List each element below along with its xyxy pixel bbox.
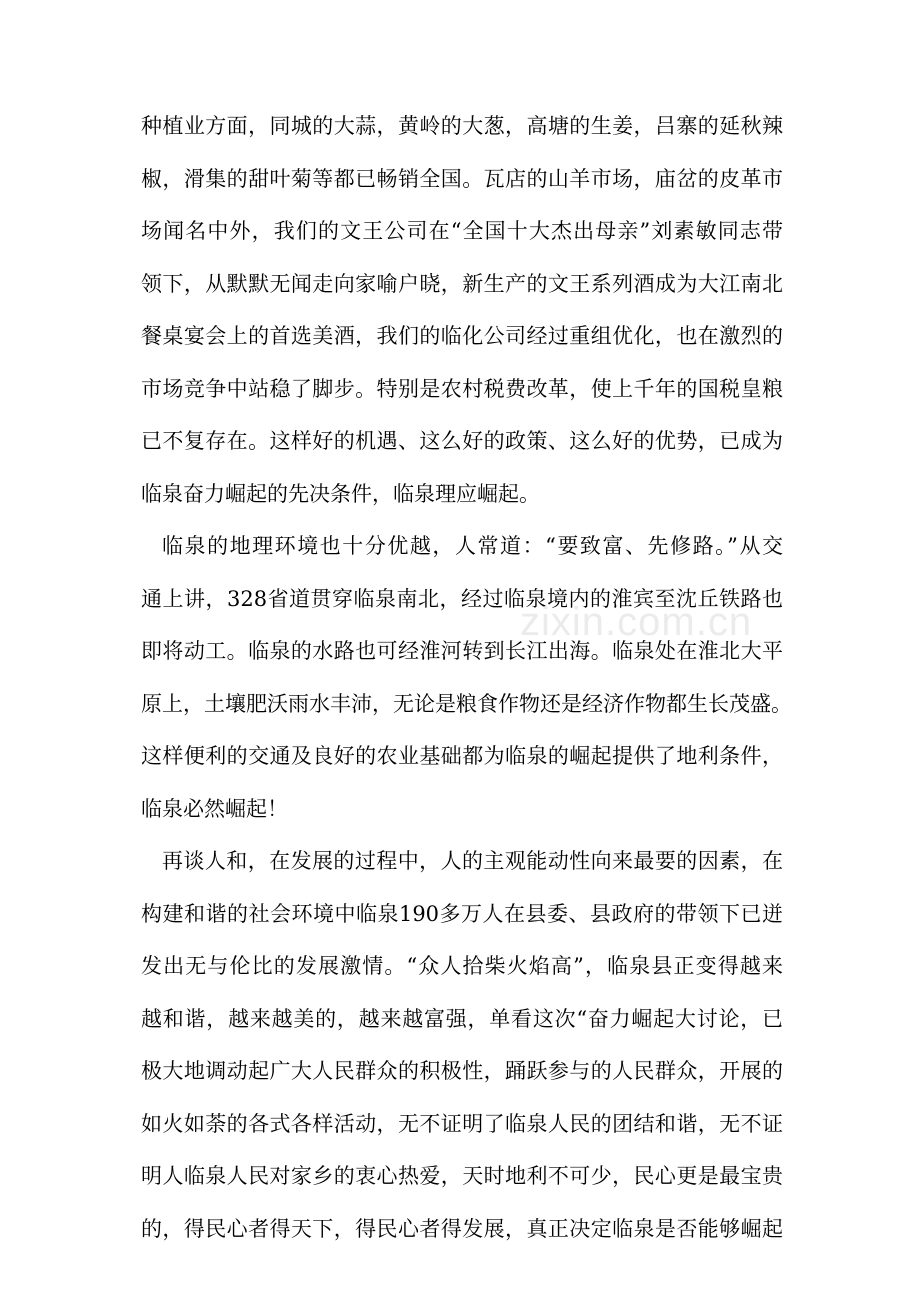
- text-line: 临泉的地理环境也十分优越，人常道：“要致富、先修路。”从交: [162, 534, 783, 558]
- text-line: 种植业方面，同城的大蒜，黄岭的大葱，高塘的生姜，吕寨的延秋辣: [141, 114, 783, 138]
- text-line: 市场竞争中站稳了脚步。特别是农村税费改革，使上千年的国税皇粮: [141, 376, 783, 401]
- text-line: 通上讲，328省道贯穿临泉南北，经过临泉境内的淮宾至沈丘铁路也: [141, 586, 783, 611]
- text-line: 已不复存在。这样好的机遇、这么好的政策、这么好的优势，已成为: [141, 429, 783, 453]
- text-line: 再谈人和，在发展的过程中，人的主观能动性向来最要的因素，在: [162, 849, 783, 873]
- text-line: 发出无与伦比的发展激情。“众人拾柴火焰高”，临泉县正变得越来: [141, 954, 783, 978]
- text-line: 临泉必然崛起！: [141, 796, 288, 821]
- paragraph-2: [141, 520, 792, 835]
- paragraph-3: [141, 835, 783, 1255]
- text-line: 椒，滑集的甜叶菊等都已畅销全国。瓦店的山羊市场，庙岔的皮革市: [141, 166, 783, 191]
- text-line: 这样便利的交通及良好的农业基础都为临泉的崛起提供了地利条件，: [141, 744, 783, 768]
- text-line: 领下，从默默无闻走向家喻户晓，新生产的文王系列酒成为大江南北: [141, 271, 783, 296]
- document-body: [141, 100, 792, 1255]
- text-line: 临泉奋力崛起的先决条件，临泉理应崛起。: [141, 481, 540, 506]
- text-line: 餐桌宴会上的首选美酒，我们的临化公司经过重组优化，也在激烈的: [141, 324, 783, 348]
- text-line: 的，得民心者得天下，得民心者得发展，真正决定临泉是否能够崛起: [141, 1216, 783, 1241]
- text-line: 如火如荼的各式各样活动，无不证明了临泉人民的团结和谐，无不证: [141, 1111, 783, 1136]
- watermark-text: zixin.com.cn: [520, 600, 753, 644]
- text-line: 构建和谐的社会环境中临泉190多万人在县委、县政府的带领下已迸: [141, 901, 783, 926]
- text-line: 越和谐，越来越美的，越来越富强，单看这次“奋力崛起大讨论，已: [141, 1006, 783, 1031]
- text-line: 原上，土壤肥沃雨水丰沛，无论是粮食作物还是经济作物都生长茂盛。: [141, 691, 792, 716]
- paragraph-1: [141, 100, 783, 520]
- text-line: 明人临泉人民对家乡的衷心热爱，天时地利不可少，民心更是最宝贵: [141, 1164, 783, 1188]
- text-line: 极大地调动起广大人民群众的积极性，踊跃参与的人民群众，开展的: [141, 1059, 783, 1083]
- text-line: 即将动工。临泉的水路也可经淮河转到长江出海。临泉处在淮北大平: [141, 639, 783, 663]
- text-line: 场闻名中外，我们的文王公司在“全国十大杰出母亲”刘素敏同志带: [141, 219, 783, 243]
